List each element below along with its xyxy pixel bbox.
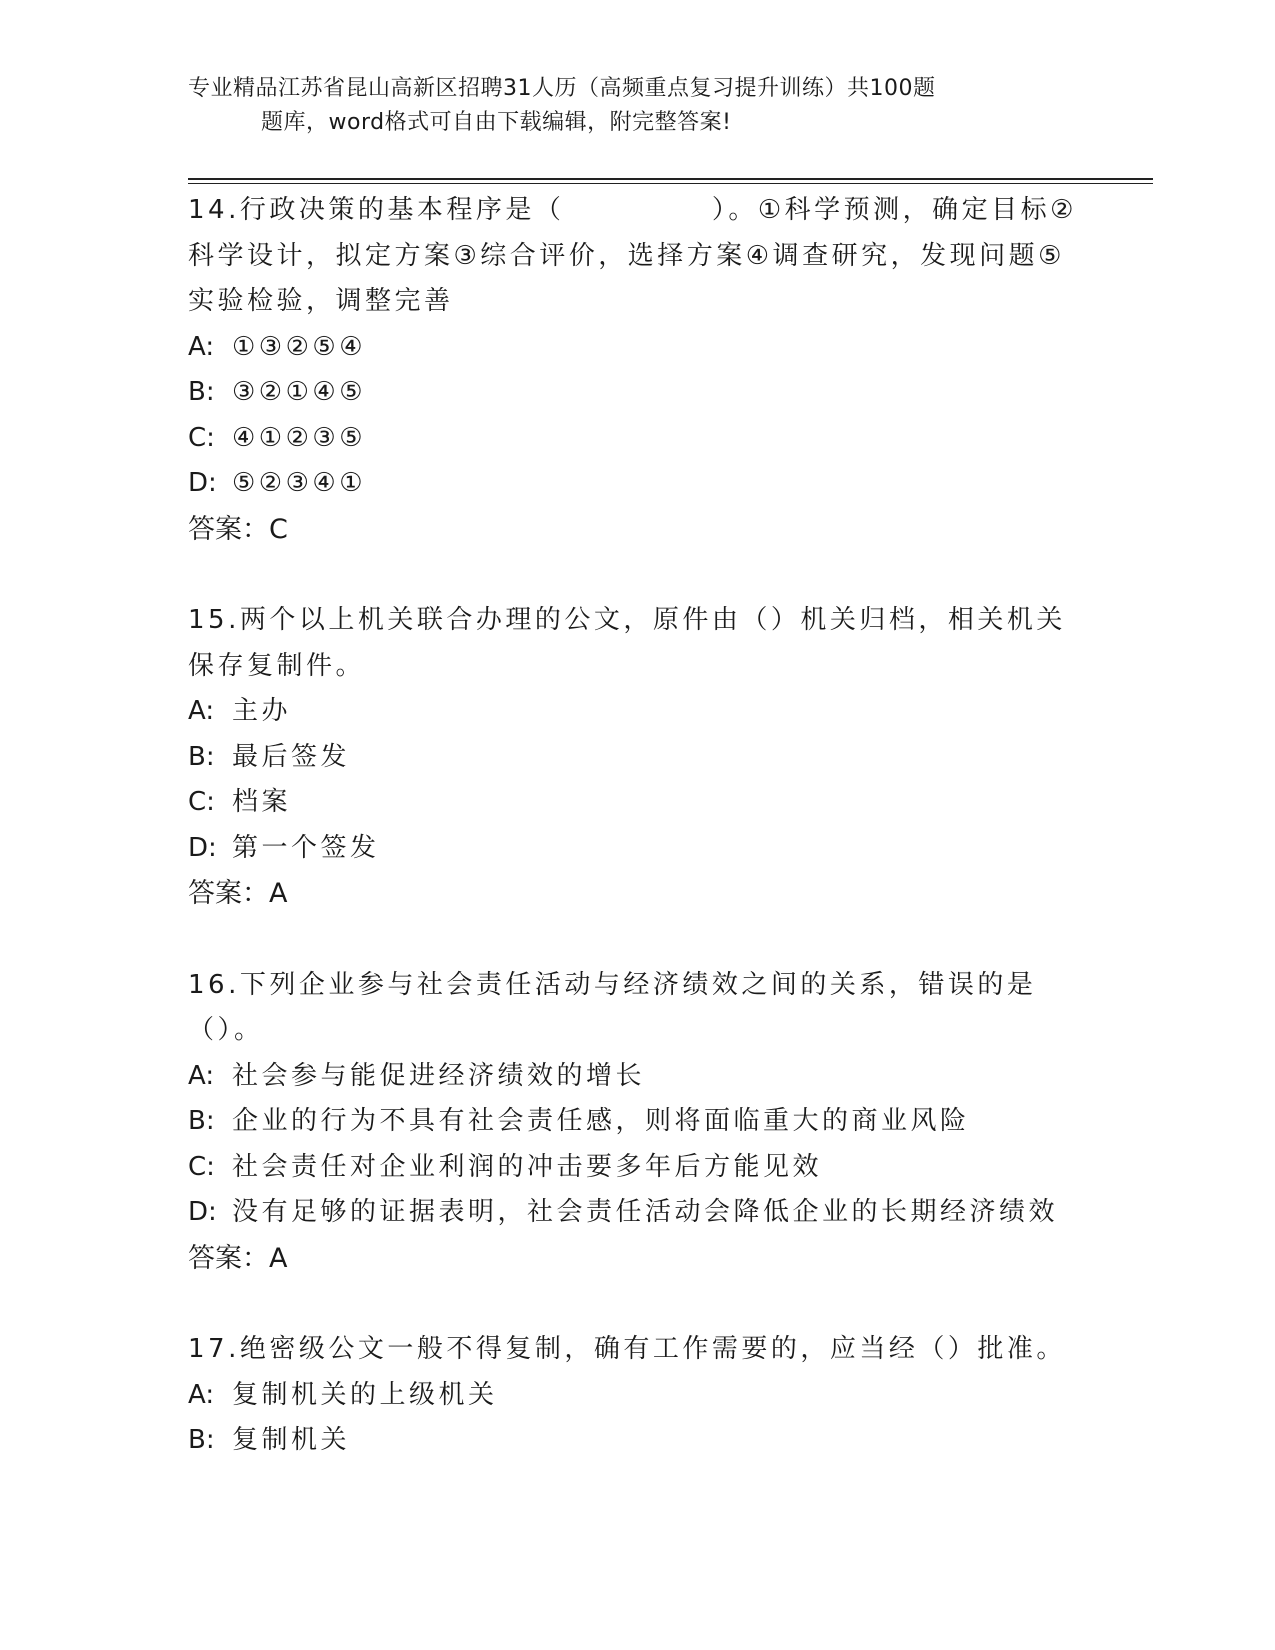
option-text: ③②①④⑤ [232, 377, 367, 407]
question-stem: 15.两个以上机关联合办理的公文，原件由（）机关归档，相关机关保存复制件。 [188, 605, 1066, 681]
header-title-line-1: 专业精品江苏省昆山高新区招聘31人历（高频重点复习提升训练）共100题 [188, 76, 936, 101]
answer-line: 答案：C [188, 513, 288, 545]
option-text: 企业的行为不具有社会责任感，则将面临重大的商业风险 [232, 1106, 970, 1136]
option-b [188, 1099, 1088, 1145]
option-text: ⑤②③④① [232, 468, 367, 498]
option-text: ①③②⑤④ [232, 331, 367, 362]
question-15 [188, 598, 1088, 917]
option-key: D: [188, 832, 217, 863]
option-d [188, 461, 1088, 507]
option-key: D: [188, 1197, 217, 1227]
option-key: D: [188, 468, 217, 498]
option-text: 档案 [232, 787, 292, 817]
question-14 [188, 188, 1088, 552]
option-text: 第一个签发 [232, 832, 380, 863]
option-text: 没有足够的证据表明，社会责任活动会降低企业的长期经济绩效 [232, 1197, 1059, 1227]
option-a [188, 689, 1088, 735]
option-text: 社会参与能促进经济绩效的增长 [232, 1060, 646, 1091]
option-key: A: [188, 696, 215, 726]
option-key: B: [188, 1106, 215, 1136]
option-a [188, 1054, 1088, 1100]
option-c [188, 780, 1088, 826]
option-b [188, 370, 1088, 416]
option-text: 社会责任对企业利润的冲击要多年后方能见效 [232, 1151, 823, 1182]
option-key: A: [188, 1379, 215, 1410]
question-list [188, 188, 1088, 1510]
option-b [188, 1418, 1088, 1464]
question-stem: 17.绝密级公文一般不得复制，确有工作需要的，应当经（）批准。 [188, 1334, 1066, 1364]
option-key: C: [188, 422, 215, 453]
answer-line: 答案：A [188, 878, 288, 909]
option-key: A: [188, 1060, 215, 1091]
header-divider-thick [188, 178, 1153, 180]
option-key: B: [188, 1425, 215, 1455]
option-text: 主办 [232, 696, 292, 726]
option-key: B: [188, 377, 215, 407]
option-text: ④①②③⑤ [232, 422, 367, 453]
option-d [188, 1190, 1088, 1236]
option-a [188, 325, 1088, 371]
option-key: B: [188, 741, 215, 772]
option-key: C: [188, 1151, 215, 1182]
question-stem: 16.下列企业参与社会责任活动与经济绩效之间的关系，错误的是（）。 [188, 969, 1037, 1045]
option-a [188, 1373, 1088, 1419]
option-text: 最后签发 [232, 741, 351, 772]
option-key: A: [188, 331, 215, 362]
answer-line: 答案：A [188, 1242, 288, 1274]
question-16 [188, 963, 1088, 1282]
question-17 [188, 1327, 1088, 1464]
option-b [188, 735, 1088, 781]
option-key: C: [188, 787, 215, 817]
option-text: 复制机关的上级机关 [232, 1379, 498, 1410]
header-divider-thin [188, 183, 1153, 184]
option-text: 复制机关 [232, 1425, 351, 1455]
question-stem: 14.行政决策的基本程序是（ ）。①科学预测，确定目标②科学设计，拟定方案③综合评价，选择方案④调查研究，发现问题⑤实验检验，调整完善 [188, 195, 1077, 316]
header-title-line-2: 题库，word格式可自由下载编辑，附完整答案! [261, 110, 732, 135]
document-header [188, 72, 1068, 140]
option-d [188, 826, 1088, 872]
option-c [188, 416, 1088, 462]
option-c [188, 1145, 1088, 1191]
